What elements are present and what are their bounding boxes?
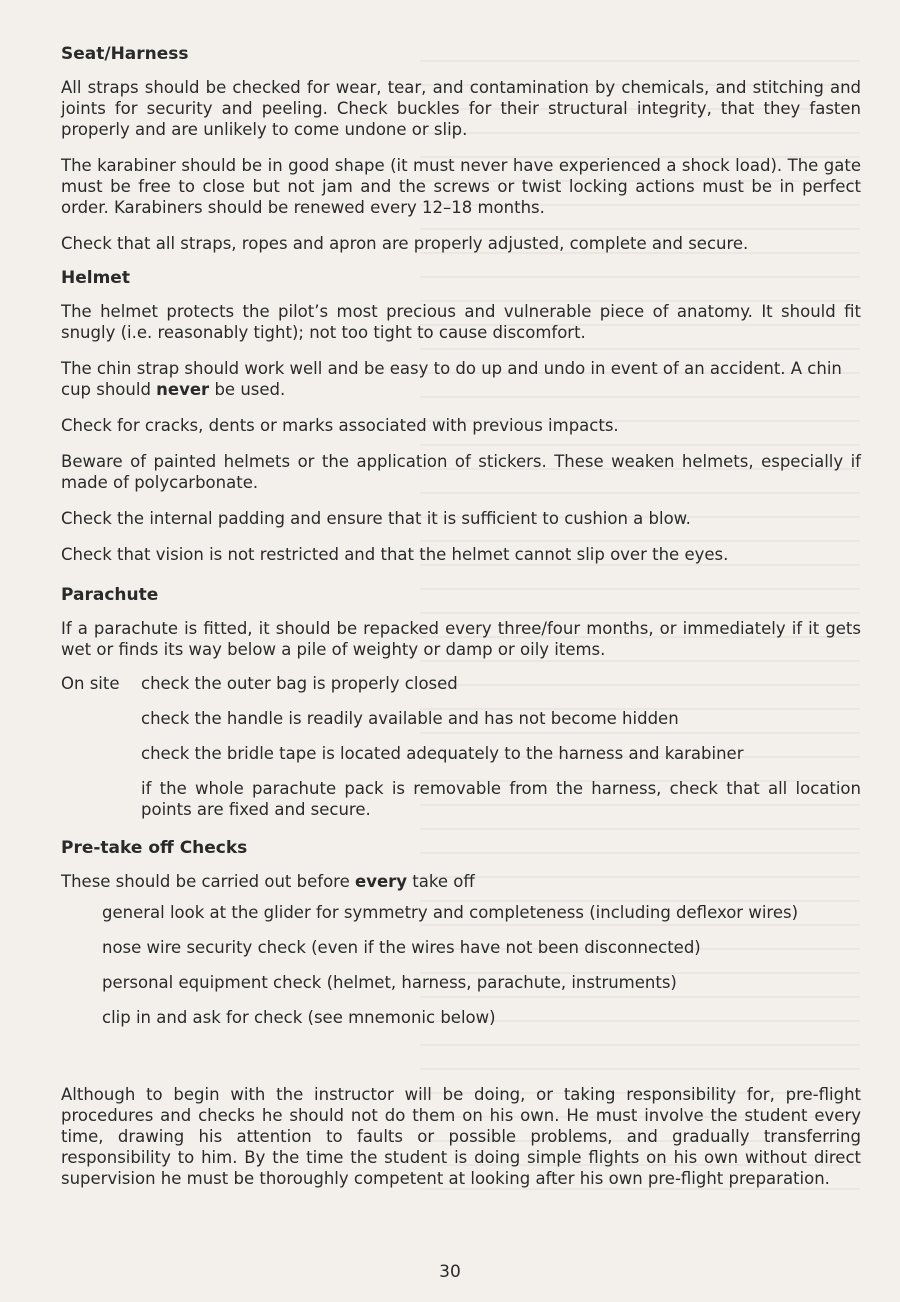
text: be used. [209, 380, 286, 399]
emphasis: never [156, 380, 210, 399]
paragraph: The helmet protects the pilot’s most precious and vulnerable piece of anatomy. It should fit snugly (i.e. reasonably tight); not too tight to cause discomfort. [61, 302, 861, 342]
emphasis: every [355, 872, 408, 891]
list-item: check the bridle tape is located adequately to the harness and karabiner [141, 744, 744, 763]
list-item: check the outer bag is properly closed [141, 674, 458, 693]
heading-helmet: Helmet [61, 268, 130, 288]
heading-parachute: Parachute [61, 585, 159, 605]
list-item: personal equipment check (helmet, harness, parachute, instruments) [102, 973, 677, 992]
paragraph: Check the internal padding and ensure that it is sufficient to cushion a blow. [61, 509, 691, 528]
paragraph: If a parachute is fitted, it should be repacked every three/four months, or immediately if it gets wet or finds its way below a pile of weighty or damp or oily items. [61, 619, 861, 659]
onsite-checklist [61, 673, 861, 834]
pre-take-off-list [102, 902, 861, 1028]
paragraph: Check that vision is not restricted and that the helmet cannot slip over the eyes. [61, 545, 729, 564]
paragraph: The karabiner should be in good shape (it must never have experienced a shock load). The gate must be free to close but not jam and the screws or twist locking actions must be in perfect order. Karabiners should be renewed every 12–18 months. [61, 156, 861, 217]
heading-pre-take-off-checks: Pre-take off Checks [61, 838, 248, 858]
paragraph [61, 871, 861, 892]
list-item: general look at the glider for symmetry and completeness (including deflexor wires) [102, 903, 799, 922]
onsite-list [141, 673, 861, 834]
list-item: if the whole parachute pack is removable from the harness, check that all location points are fixed and secure. [141, 779, 861, 819]
list-item: check the handle is readily available and has not become hidden [141, 709, 679, 728]
paragraph: Check for cracks, dents or marks associated with previous impacts. [61, 416, 619, 435]
paragraph: All straps should be checked for wear, tear, and contamination by chemicals, and stitching and joints for security and peeling. Check buckles for their structural integrity, that they fasten properly and are unlikely to come undone or slip. [61, 78, 861, 139]
text: The chin strap should work well and be easy to do up and undo in event of an accident. A chin cup should [61, 359, 842, 399]
onsite-label: On site [61, 674, 120, 693]
page-number: 30 [439, 1262, 461, 1282]
list-item: nose wire security check (even if the wires have not been disconnected) [102, 938, 701, 957]
text: take off [407, 872, 475, 891]
text: These should be carried out before [61, 872, 355, 891]
list-item: clip in and ask for check (see mnemonic below) [102, 1008, 496, 1027]
paragraph [61, 358, 861, 400]
paragraph: Although to begin with the instructor will be doing, or taking responsibility for, pre-flight procedures and checks he should not do them on his own. He must involve the student every time, drawing his attention to faults or possible problems, and gradually transferring responsibility to him. By the time the student is doing simple flights on his own without direct supervision he must be thoroughly competent at looking after his own pre-flight preparation. [61, 1085, 861, 1188]
page-content [61, 44, 861, 1189]
paragraph: Beware of painted helmets or the application of stickers. These weaken helmets, especially if made of polycarbonate. [61, 452, 861, 492]
paragraph: Check that all straps, ropes and apron are properly adjusted, complete and secure. [61, 234, 749, 253]
heading-seat-harness: Seat/Harness [61, 44, 189, 64]
